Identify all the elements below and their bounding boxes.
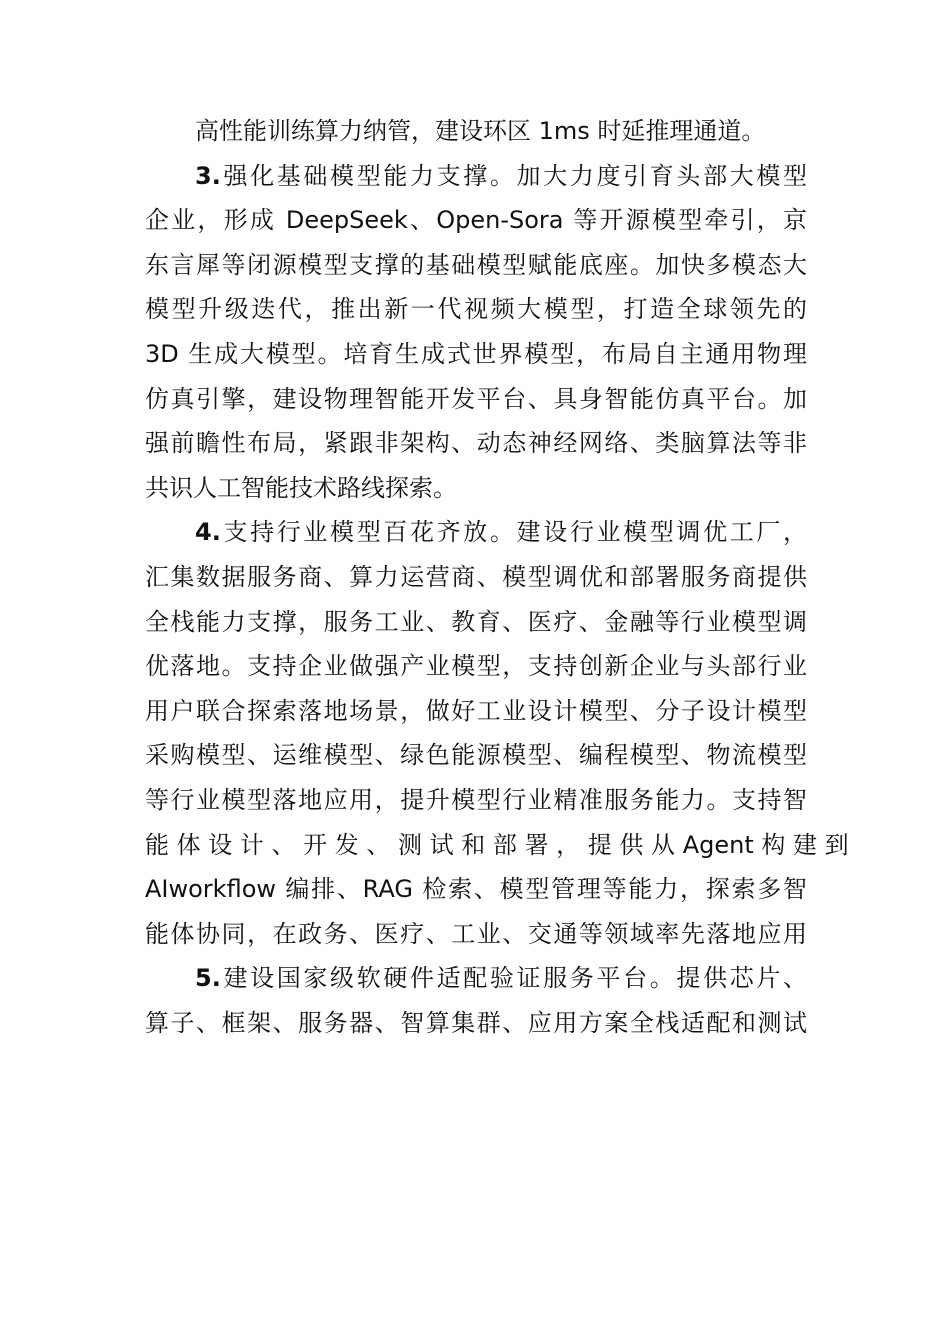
text-line [145,513,807,558]
line-text: 汇集数据服务商、算力运营商、模型调优和部署服务商提供 [145,562,807,591]
text-line [145,380,807,425]
line-text: 共识人工智能技术路线探索。 [145,473,457,502]
text-line [145,915,807,960]
line-text: 全栈能力支撑，服务工业、教育、医疗、金融等行业模型调 [145,607,807,636]
text-line [145,736,807,781]
text-line [145,870,807,915]
text-line [145,157,807,202]
text-line [145,246,807,291]
line-text: 仿真引擎，建设物理智能开发平台、具身智能仿真平台。加 [145,384,807,413]
text-line [145,692,807,737]
line-text: 采购模型、运维模型、绿色能源模型、编程模型、物流模型 [145,741,807,770]
text-line [145,201,807,246]
text-line [145,959,807,1004]
line-text: 高性能训练算力纳管，建设环区 1ms 时延推理通道。 [195,117,766,145]
line-text: 强前瞻性布局，紧跟非架构、动态神经网络、类脑算法等非 [145,429,807,458]
line-text: 用户联合探索落地场景，做好工业设计模型、分子设计模型 [145,696,807,725]
section-number: 3. [195,161,221,190]
text-line [145,469,807,514]
text-line [145,781,807,826]
text-line [145,647,807,692]
line-text: 东言犀等闭源模型支撑的基础模型赋能底座。加快多模态大 [145,250,807,279]
line-text: 建设国家级软硬件适配验证服务平台。提供芯片、 [220,964,807,993]
line-text: 3D 生成大模型。培育生成式世界模型，布局自主通用物理 [145,339,807,368]
line-text: 能 体 设 计 、 开 发 、 测 试 和 部 署 ， 提 供 从 Agent 构 建 到 [145,830,849,859]
line-text: 算子、框架、服务器、智算集群、应用方案全栈适配和测试 [145,1008,807,1037]
line-text: AIworkflow 编排、RAG 检索、模型管理等能力，探索多智 [145,875,807,904]
text-line [145,1004,807,1049]
document-body [145,112,849,1048]
text-line [145,290,807,335]
text-line [145,826,849,871]
text-line [145,558,807,603]
line-text: 等行业模型落地应用，提升模型行业精准服务能力。支持智 [145,785,807,814]
section-number: 5. [195,964,221,993]
section-number: 4. [195,518,221,547]
text-line [145,424,807,469]
line-text: 支持行业模型百花齐放。建设行业模型调优工厂， [220,518,807,547]
line-text: 模型升级迭代，推出新一代视频大模型，打造全球领先的 [145,295,807,324]
text-line [145,603,807,648]
line-text: 优落地。支持企业做强产业模型，支持创新企业与头部行业 [145,652,807,681]
text-line [145,335,807,380]
line-text: 能体协同，在政务、医疗、工业、交通等领域率先落地应用 [145,919,807,948]
line-text: 企业，形成 DeepSeek、Open-Sora 等开源模型牵引，京 [145,206,807,235]
text-line [145,112,807,157]
line-text: 强化基础模型能力支撑。加大力度引育头部大模型 [220,161,807,190]
